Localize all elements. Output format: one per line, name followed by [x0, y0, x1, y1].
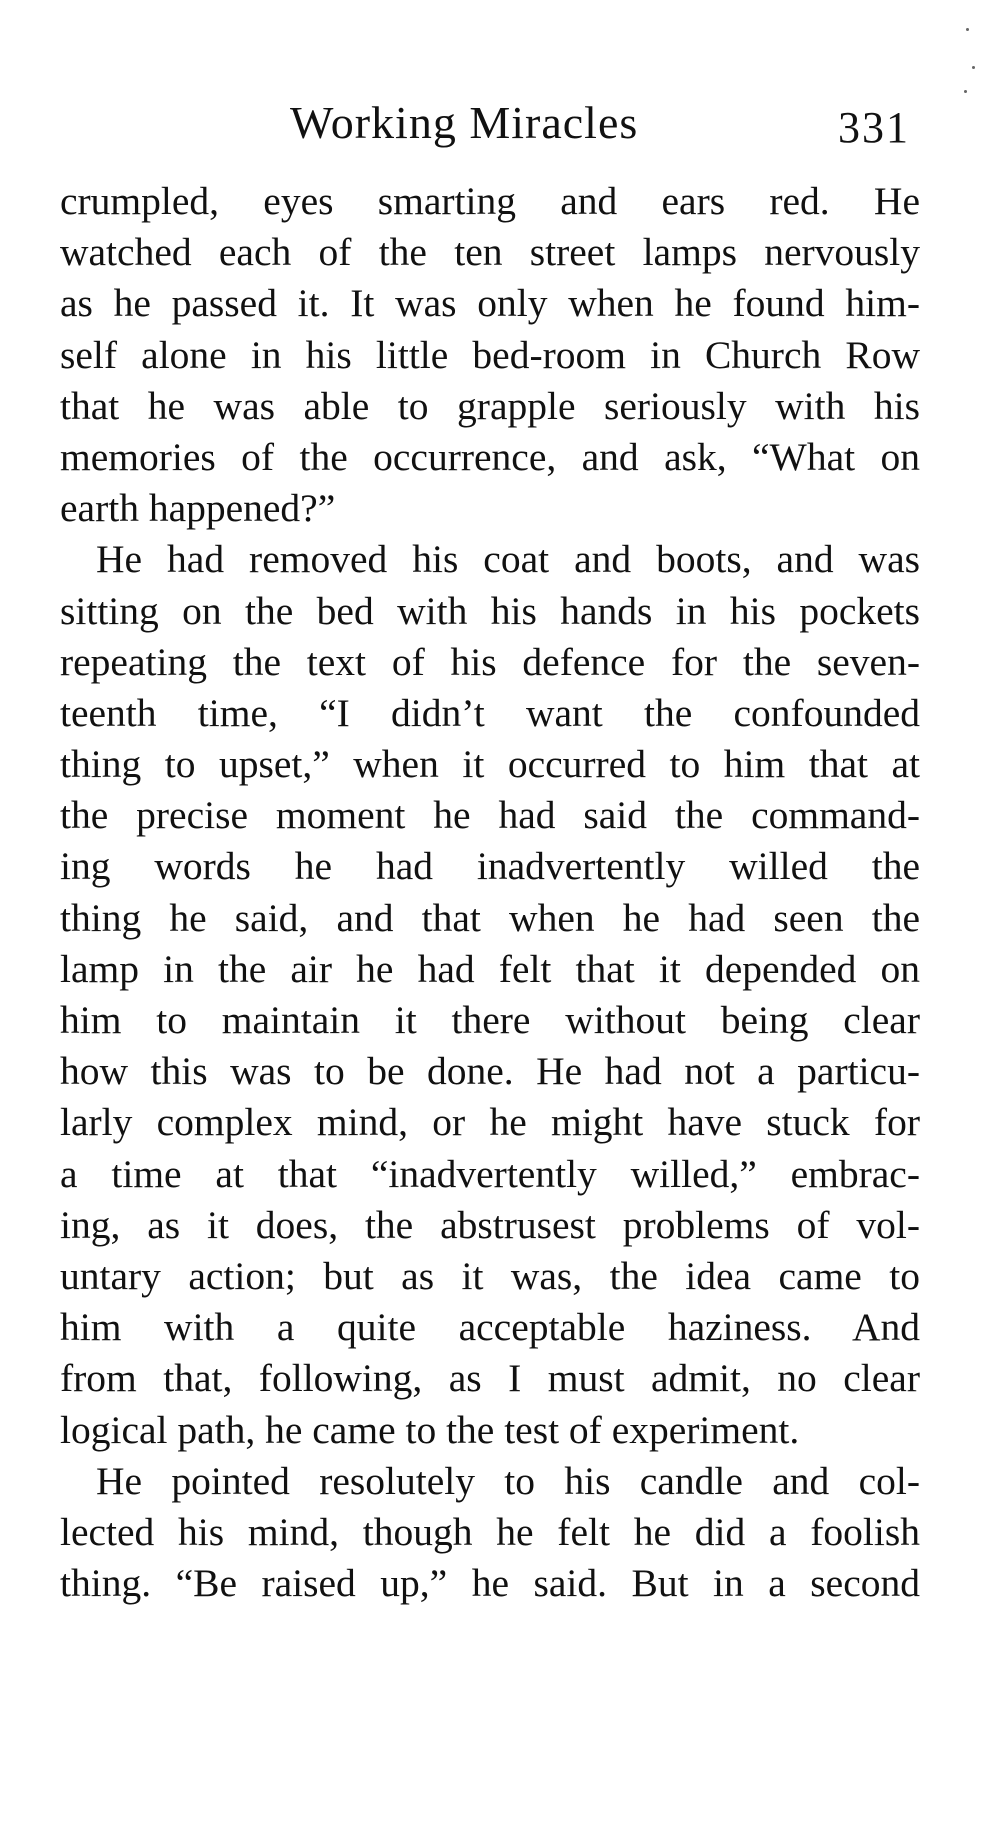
text-line: thing to upset,” when it occurred to him that at — [60, 742, 920, 787]
paragraph — [60, 176, 920, 534]
text-line: him to maintain it there without being clear — [60, 998, 920, 1042]
paragraph — [60, 534, 920, 1455]
text-line: self alone in his little bed-room in Church Row — [60, 332, 920, 377]
text-line: memories of the occurrence, and ask, “What on — [60, 434, 920, 479]
running-title: Working Miracles — [290, 97, 639, 148]
text-line: sitting on the bed with his hands in his pockets — [60, 588, 920, 633]
text-line: him with a quite acceptable haziness. And — [60, 1305, 920, 1350]
text-line: He had removed his coat and boots, and was — [96, 537, 920, 582]
text-line: watched each of the ten street lamps nervously — [60, 230, 920, 275]
page-number: 331 — [838, 103, 910, 152]
text-line: lected his mind, though he felt he did a foolish — [60, 1509, 920, 1554]
running-head — [60, 96, 940, 156]
text-line: repeating the text of his defence for the seven- — [60, 639, 920, 684]
text-line: lamp in the air he had felt that it depended on — [60, 946, 920, 991]
margin-specks — [952, 20, 982, 110]
text-line: He pointed resolutely to his candle and col- — [96, 1458, 920, 1503]
paragraph — [60, 1456, 920, 1610]
body-text — [60, 176, 920, 1609]
text-line: earth happened?” — [60, 486, 336, 531]
text-line: thing. “Be raised up,” he said. But in a second — [60, 1561, 920, 1606]
text-line: a time at that “inadvertently willed,” embrac- — [60, 1151, 920, 1196]
text-line: teenth time, “I didn’t want the confounded — [60, 690, 920, 735]
text-line: ing, as it does, the abstrusest problems of vol- — [60, 1202, 920, 1247]
text-line: crumpled, eyes smarting and ears red. He — [60, 179, 920, 223]
text-line: as he passed it. It was only when he found him- — [60, 281, 920, 326]
text-line: larly complex mind, or he might have stuck for — [60, 1100, 920, 1145]
text-line: untary action; but as it was, the idea came to — [60, 1253, 920, 1298]
text-line: how this was to be done. He had not a particu- — [60, 1049, 920, 1094]
text-line: logical path, he came to the test of experiment. — [60, 1407, 800, 1452]
text-line: the precise moment he had said the command- — [60, 793, 920, 838]
text-line: that he was able to grapple seriously with his — [60, 383, 920, 428]
text-line: ing words he had inadvertently willed the — [60, 844, 920, 889]
text-line: thing he said, and that when he had seen the — [60, 895, 920, 940]
text-line: from that, following, as I must admit, no clear — [60, 1356, 920, 1401]
